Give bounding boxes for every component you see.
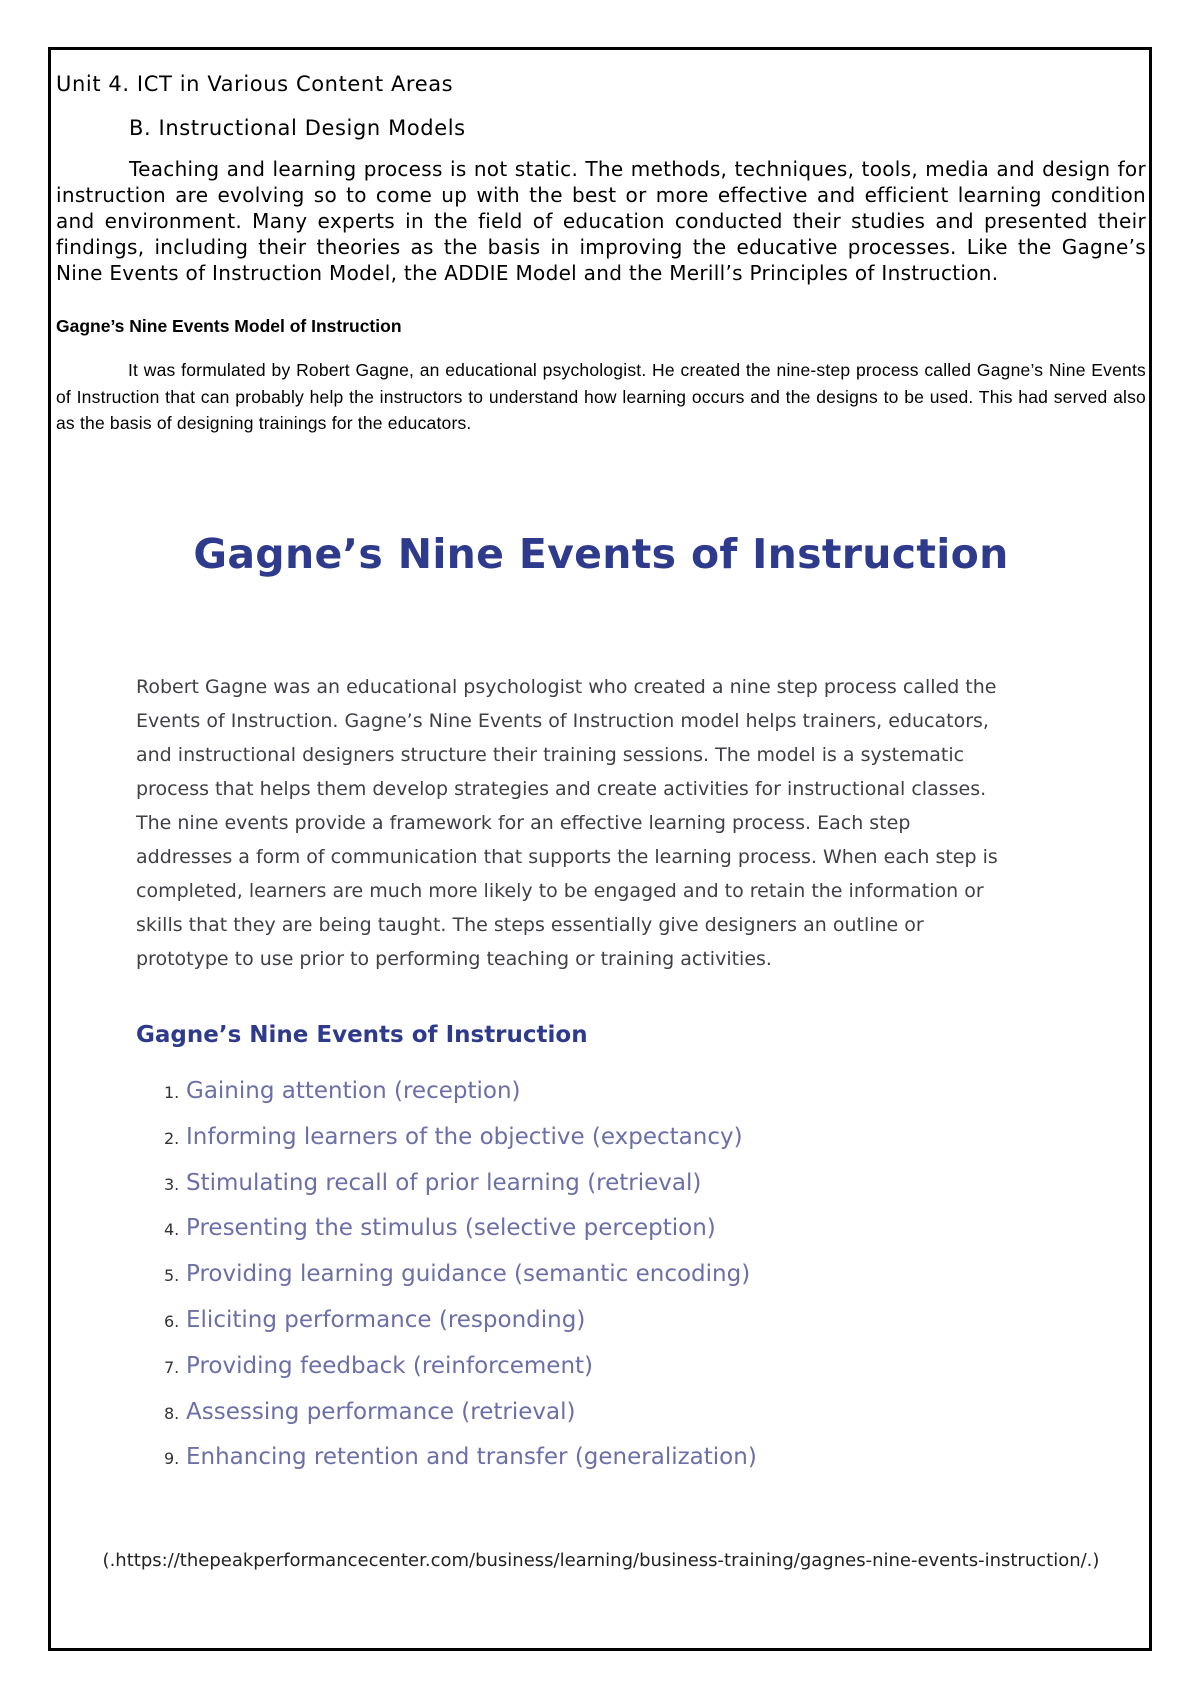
- figure-subtitle: Gagne’s Nine Events of Instruction: [136, 1022, 588, 1048]
- figure-title: Gagne’s Nine Events of Instruction: [193, 530, 1009, 578]
- gagne-paragraph: It was formulated by Robert Gagne, an educational psychologist. He created the nine-step process called Gagne’s Nine Events of Instruction that can probably help the instructors to understand how learning occurs and the designs to be used. This had served also as the basis of designing trainings for the educators.: [56, 360, 1146, 433]
- event-number: 3.: [164, 1174, 180, 1194]
- event-item-6: [164, 1307, 757, 1353]
- intro-paragraph: Teaching and learning process is not static. The methods, techniques, tools, media and design for instruction are evolving so to come up with the best or more effective and efficient learning condition and environment. Many experts in the field of education conducted their studies and presented their findings, including their theories as the basis in improving the educative processes. Like the Gagne’s Nine Events of Instruction Model, the ADDIE Model and the Merill’s Principles of Instruction.: [56, 157, 1146, 285]
- gagne-heading: Gagne’s Nine Events Model of Instruction: [56, 316, 402, 336]
- figure-paragraph-line: addresses a form of communication that supports the learning process. When each step is: [136, 846, 998, 868]
- event-item-5: [164, 1261, 757, 1307]
- event-text: Informing learners of the objective (expectancy): [186, 1123, 743, 1150]
- event-number: 6.: [164, 1311, 180, 1331]
- event-text: Presenting the stimulus (selective perception): [186, 1215, 716, 1242]
- event-number: 7.: [164, 1357, 180, 1377]
- event-item-9: [164, 1444, 757, 1490]
- source-citation: (.https://thepeakperformancecenter.com/business/learning/business-training/gagnes-nine-events-instruction/.): [102, 1550, 1100, 1571]
- event-text: Assessing performance (retrieval): [186, 1398, 576, 1425]
- figure-paragraph: [136, 670, 1096, 976]
- figure-paragraph-line: prototype to use prior to performing teaching or training activities.: [136, 948, 772, 970]
- figure-paragraph-line: completed, learners are much more likely to be engaged and to retain the information or: [136, 880, 984, 902]
- figure-paragraph-line: Robert Gagne was an educational psychologist who created a nine step process called the: [136, 676, 997, 698]
- events-list: [164, 1078, 757, 1490]
- event-item-3: [164, 1170, 757, 1216]
- figure-paragraph-line: Events of Instruction. Gagne’s Nine Events of Instruction model helps trainers, educators,: [136, 710, 989, 732]
- event-text: Eliciting performance (responding): [186, 1306, 586, 1333]
- figure-paragraph-line: process that helps them develop strategies and create activities for instructional classes.: [136, 778, 987, 800]
- document-body: [56, 72, 1146, 437]
- event-item-1: [164, 1078, 757, 1124]
- event-item-8: [164, 1399, 757, 1445]
- event-item-7: [164, 1353, 757, 1399]
- figure-paragraph-line: skills that they are being taught. The steps essentially give designers an outline or: [136, 914, 924, 936]
- section-title: B. Instructional Design Models: [129, 116, 466, 140]
- event-item-2: [164, 1124, 757, 1170]
- event-number: 1.: [164, 1083, 180, 1102]
- event-text: Gaining attention (reception): [186, 1078, 521, 1104]
- event-text: Enhancing retention and transfer (generalization): [186, 1444, 757, 1471]
- event-text: Stimulating recall of prior learning (retrieval): [186, 1169, 702, 1196]
- event-number: 8.: [164, 1403, 180, 1423]
- event-item-4: [164, 1215, 757, 1261]
- event-number: 2.: [164, 1128, 180, 1148]
- figure-paragraph-line: and instructional designers structure their training sessions. The model is a systematic: [136, 744, 965, 766]
- event-number: 9.: [164, 1449, 180, 1469]
- event-text: Providing learning guidance (semantic encoding): [186, 1261, 751, 1288]
- event-number: 5.: [164, 1266, 180, 1286]
- event-text: Providing feedback (reinforcement): [186, 1352, 594, 1379]
- event-number: 4.: [164, 1220, 180, 1240]
- figure-paragraph-line: The nine events provide a framework for an effective learning process. Each step: [136, 812, 911, 834]
- unit-title: Unit 4. ICT in Various Content Areas: [56, 72, 454, 96]
- embedded-figure: [56, 530, 1146, 1580]
